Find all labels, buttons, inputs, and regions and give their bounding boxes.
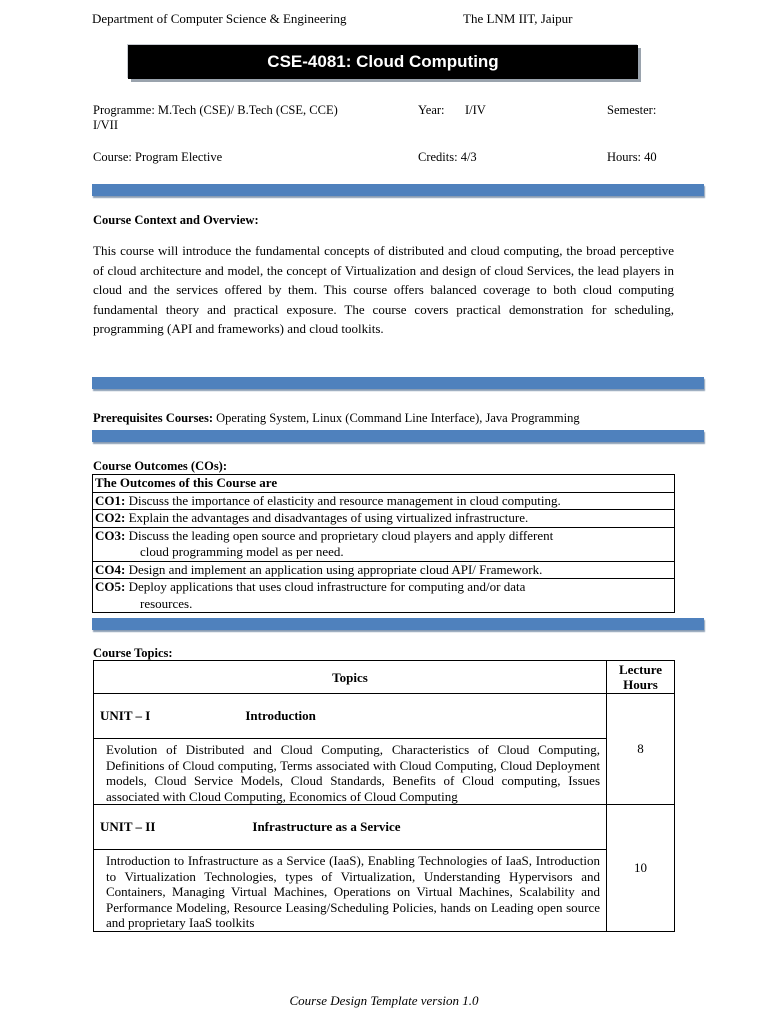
department-name: Department of Computer Science & Engineering [92, 11, 347, 26]
footer: Course Design Template version 1.0 [289, 993, 479, 1008]
unit-hours: 10 [607, 805, 675, 932]
outcome-row: CO4: Design and implement an application using appropriate cloud API/ Framework. [93, 561, 675, 579]
course-title: CSE-4081: Cloud Computing [128, 45, 638, 79]
year-value: I/IV [465, 103, 486, 117]
unit-title: UNIT – I Introduction [94, 694, 607, 739]
unit-body: Evolution of Distributed and Cloud Computing, Characteristics of Cloud Computing, Definitions of Cloud computing, Terms associated with Cloud Computing, Cloud Deployment models, Cloud Service Models, Cloud Standards, Benefits of Cloud computing, Issues associated with Cloud Computing, Economics of Cloud Computing [94, 739, 607, 805]
hours-column-header: Lecture Hours [607, 661, 675, 694]
year-label: Year: [418, 103, 445, 117]
institute-name: The LNM IIT, Jaipur [463, 11, 573, 26]
programme-block [93, 103, 338, 133]
overview-heading: Course Context and Overview: [93, 213, 259, 227]
topics-column-header: Topics [94, 661, 607, 694]
outcomes-heading: Course Outcomes (COs): [93, 459, 228, 473]
outcome-row: CO3: Discuss the leading open source and proprietary cloud players and apply different cloud programming model as per need. [93, 527, 675, 561]
divider-bar [92, 377, 704, 389]
divider-bar [92, 430, 704, 442]
semester: Semester: [607, 103, 657, 117]
outcomes-table-head: The Outcomes of this Course are [93, 475, 675, 493]
overview-text: This course will introduce the fundamental concepts of distributed and cloud computing, the broad perceptive of cloud architecture and model, the concept of Virtualization and design of cloud Services, the lead players in cloud and the services offered by them. This course offers balanced coverage to both cloud computing fundamental theory and practical exposure. The course covers practical demonstration for scheduling, programming (API and frameworks) and cloud toolkits. [93, 243, 674, 336]
prerequisites-label: Prerequisites Courses: [93, 411, 214, 425]
credits: Credits: 4/3 [418, 150, 477, 164]
divider-bar [92, 618, 704, 630]
unit-title: UNIT – II Infrastructure as a Service [94, 805, 607, 850]
unit-hours: 8 [607, 694, 675, 805]
prerequisites [93, 411, 580, 426]
topics-table [93, 660, 675, 932]
divider-bar [92, 184, 704, 196]
outcome-row: CO1: Discuss the importance of elasticity and resource management in cloud computing. [93, 492, 675, 510]
unit-body: Introduction to Infrastructure as a Service (IaaS), Enabling Technologies of IaaS, Introduction to Virtualization Technologies, types of Virtualization, Understanding Hypervisors and Containers, Managing Virtual Machines, Operations on Virtual Machines, Scalability and Performance Modeling, Resource Leasing/Scheduling Policies, hands on Leading open source and proprietary IaaS toolkits [94, 850, 607, 932]
outcome-row: CO5: Deploy applications that uses cloud infrastructure for computing and/or data resources. [93, 579, 675, 613]
outcomes-table [92, 474, 675, 613]
hours: Hours: 40 [607, 150, 657, 164]
programme: Programme: M.Tech (CSE)/ B.Tech (CSE, CCE) [93, 103, 338, 117]
course-type: Course: Program Elective [93, 150, 223, 164]
topics-heading: Course Topics: [93, 646, 173, 660]
programme-cont: I/VII [93, 118, 118, 132]
prerequisites-text: Operating System, Linux (Command Line Interface), Java Programming [213, 411, 580, 425]
outcome-row: CO2: Explain the advantages and disadvantages of using virtualized infrastructure. [93, 510, 675, 528]
